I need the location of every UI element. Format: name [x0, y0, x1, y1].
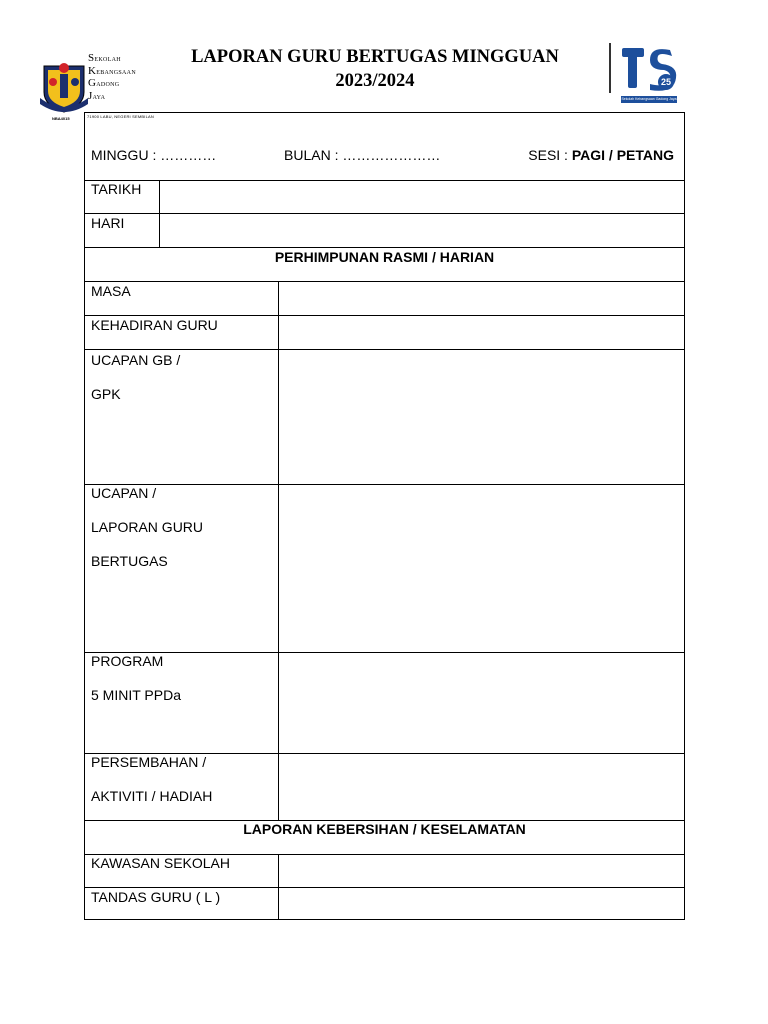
logo-divider — [609, 43, 611, 93]
report-form — [84, 112, 685, 920]
row-rule — [85, 213, 684, 214]
program-label — [91, 644, 181, 712]
persembahan-label — [91, 745, 212, 813]
program-line-2: 5 MINIT PPDa — [91, 687, 181, 703]
tarikh-label: TARIKH — [91, 181, 142, 197]
bulan-field[interactable]: BULAN : ………………… — [284, 147, 441, 163]
sesi-value: PAGI / PETANG — [571, 147, 674, 163]
title-line-2: 2023/2024 — [335, 71, 415, 91]
ucapan-gb-line-1: UCAPAN GB / — [91, 352, 181, 368]
program-line-1: PROGRAM — [91, 653, 164, 669]
sesi-label: SESI : — [528, 147, 572, 163]
title-line-1: LAPORAN GURU BERTUGAS MINGGUAN — [191, 47, 559, 67]
minggu-field[interactable]: MINGGU : ………… — [91, 147, 217, 163]
row-rule — [85, 247, 684, 248]
anniversary-25-logo — [620, 44, 678, 94]
ucapan-laporan-line-2: LAPORAN GURU — [91, 519, 204, 535]
logo-badge-number: 25 — [660, 77, 672, 87]
persembahan-line-1: PERSEMBAHAN / — [91, 754, 207, 770]
sesi-field[interactable] — [528, 147, 674, 163]
persembahan-line-2: AKTIVITI / HADIAH — [91, 788, 213, 804]
school-crest-logo — [40, 58, 88, 114]
ucapan-gb-line-2: GPK — [91, 386, 121, 402]
row-rule — [85, 315, 684, 316]
ucapan-laporan-line-3: BERTUGAS — [91, 553, 168, 569]
kehadiran-guru-label: KEHADIRAN GURU — [91, 317, 218, 333]
school-name-line-3: Gadong — [88, 77, 120, 89]
hari-label: HARI — [91, 215, 125, 231]
row-rule — [85, 887, 684, 888]
page-title — [160, 45, 590, 93]
ucapan-gb-label — [91, 343, 180, 411]
column-rule — [278, 281, 279, 820]
school-name-line-1: Sekolah — [88, 52, 121, 64]
school-name-line-4: Jaya — [88, 89, 106, 102]
school-address: 71900 LABU, NEGERI SEMBILAN — [87, 114, 154, 119]
school-name-line-2: Kebangsaan — [88, 64, 136, 77]
section-kebersihan-heading: LAPORAN KEBERSIHAN / KESELAMATAN — [243, 821, 526, 837]
school-name — [88, 52, 150, 102]
kawasan-sekolah-label: KAWASAN SEKOLAH — [91, 855, 231, 871]
logo-caption: Sekolah Kebangsaan Gadong Jaya — [621, 97, 677, 101]
column-rule — [278, 854, 279, 920]
masa-label: MASA — [91, 283, 131, 299]
column-rule — [159, 180, 160, 247]
section-perhimpunan-heading: PERHIMPUNAN RASMI / HARIAN — [274, 249, 495, 265]
row-rule — [85, 281, 684, 282]
school-code: NBA4015 — [52, 116, 70, 121]
row-rule — [85, 180, 684, 181]
tandas-guru-label: TANDAS GURU ( L ) — [91, 889, 221, 905]
ucapan-laporan-line-1: UCAPAN / — [91, 485, 157, 501]
ucapan-laporan-label — [91, 476, 203, 578]
